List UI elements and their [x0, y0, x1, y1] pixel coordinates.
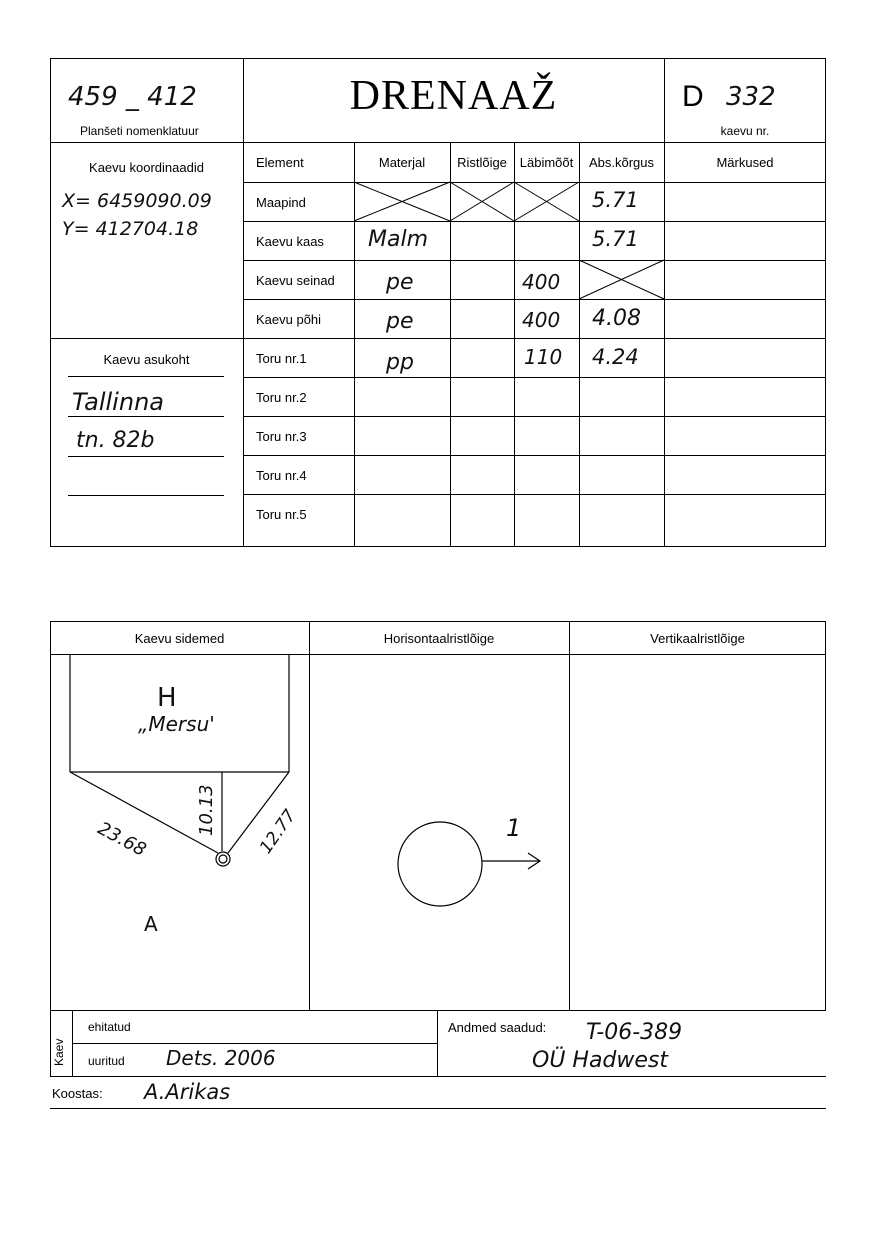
- divider: [309, 621, 310, 1011]
- kaev-label: Kaev: [52, 1038, 66, 1066]
- coordinate-x: X= 6459090.09: [62, 190, 212, 212]
- divider: [50, 1011, 51, 1076]
- divider: [579, 142, 580, 547]
- uuritud-value: Dets. 2006: [166, 1046, 276, 1070]
- row-element: Kaevu põhi: [256, 312, 322, 327]
- divider: [50, 654, 826, 655]
- row-element: Toru nr.4: [256, 468, 307, 483]
- cell-materjal: Malm: [368, 227, 429, 252]
- section-header-horizontal: Horisontaalristlõige: [383, 631, 495, 646]
- divider: [243, 338, 826, 339]
- divider: [68, 456, 224, 457]
- koostas-value: A.Arikas: [144, 1080, 231, 1104]
- well-prefix: D: [682, 80, 704, 113]
- header-labimoot: Läbimõõt: [519, 155, 574, 170]
- divider: [243, 58, 244, 547]
- divider: [569, 621, 570, 1011]
- header-materjal: Materjal: [378, 155, 426, 170]
- divider: [68, 495, 224, 496]
- cell-materjal: pe: [386, 309, 414, 334]
- divider: [50, 338, 243, 339]
- divider: [243, 182, 826, 183]
- cell-abs: 5.71: [592, 188, 639, 212]
- page-title: DRENAAŽ: [349, 73, 558, 119]
- header-ristloige: Ristlõige: [457, 155, 507, 170]
- well-label: kaevu nr.: [720, 124, 770, 138]
- andmed-label: Andmed saadud:: [448, 1020, 547, 1035]
- ehitatud-label: ehitatud: [88, 1020, 131, 1034]
- divider: [50, 1076, 826, 1077]
- divider: [243, 260, 826, 261]
- row-element: Toru nr.5: [256, 507, 307, 522]
- divider: [68, 376, 224, 377]
- divider: [243, 455, 826, 456]
- andmed-value-1: T-06-389: [586, 1020, 683, 1045]
- cell-materjal: pe: [386, 270, 414, 295]
- header-abs-korgus: Abs.kõrgus: [588, 155, 655, 170]
- divider: [68, 416, 224, 417]
- divider: [243, 494, 826, 495]
- plansheet-value: 459 _ 412: [68, 82, 197, 112]
- bottom-form: [50, 621, 826, 1011]
- cell-abs: 4.08: [592, 306, 641, 331]
- header-markused: Märkused: [716, 155, 774, 170]
- section-header-vertical: Vertikaalristlõige: [650, 631, 745, 646]
- divider: [72, 1043, 437, 1044]
- divider: [243, 416, 826, 417]
- cell-abs: 4.24: [592, 345, 639, 369]
- row-element: Kaevu seinad: [256, 273, 335, 288]
- cell-labimoot: 400: [522, 270, 561, 294]
- plansheet-label: Planšeti nomenklatuur: [80, 124, 199, 138]
- well-number: 332: [726, 82, 776, 112]
- label-a: A: [144, 912, 158, 936]
- divider: [437, 1011, 438, 1076]
- distance-mid: 10.13: [196, 784, 217, 836]
- divider: [50, 1108, 826, 1109]
- divider: [243, 221, 826, 222]
- coordinate-y: Y= 412704.18: [62, 218, 199, 240]
- cell-materjal: pp: [386, 350, 414, 375]
- location-label: Kaevu asukoht: [103, 352, 190, 367]
- andmed-value-2: OÜ Hadwest: [532, 1048, 669, 1073]
- row-element: Toru nr.3: [256, 429, 307, 444]
- location-line-2: tn. 82b: [76, 428, 155, 453]
- header-element: Element: [256, 155, 304, 170]
- divider: [243, 377, 826, 378]
- row-element: Maapind: [256, 195, 306, 210]
- building-letter: H: [157, 683, 177, 713]
- row-element: Toru nr.2: [256, 390, 307, 405]
- location-line-1: Tallinna: [72, 388, 164, 416]
- row-element: Toru nr.1: [256, 351, 307, 366]
- divider: [354, 142, 355, 547]
- coordinates-label: Kaevu koordinaadid: [89, 160, 204, 175]
- uuritud-label: uuritud: [88, 1054, 125, 1068]
- pipe-number: 1: [506, 814, 522, 842]
- section-header-sidemed: Kaevu sidemed: [134, 631, 225, 646]
- divider: [450, 142, 451, 547]
- cell-labimoot: 110: [524, 345, 563, 369]
- divider: [664, 142, 665, 547]
- distance-left: 23.68: [94, 818, 150, 861]
- divider: [50, 142, 826, 143]
- building-name: „Mersu': [138, 712, 215, 736]
- koostas-label: Koostas:: [52, 1086, 103, 1101]
- divider: [243, 299, 826, 300]
- distance-right: 12.77: [256, 806, 301, 858]
- cell-labimoot: 400: [522, 308, 561, 332]
- cell-abs: 5.71: [592, 227, 639, 251]
- divider: [514, 142, 515, 547]
- row-element: Kaevu kaas: [256, 234, 324, 249]
